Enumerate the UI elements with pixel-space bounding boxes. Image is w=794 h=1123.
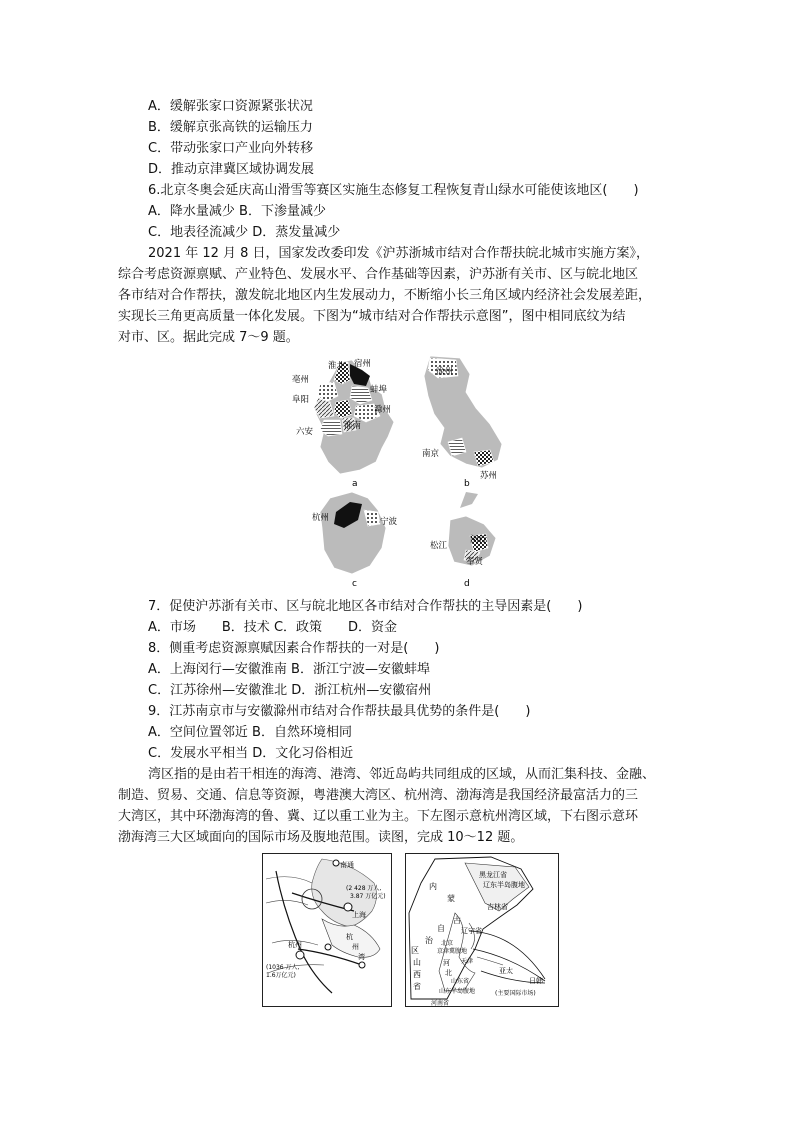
q7-options: A．市场 B．技术 C．政策 D．资金: [148, 620, 398, 635]
passage2-line-4: 渤海湾三大区域面向的国际市场及腹地范围。读图，完成 10～12 题。: [118, 830, 524, 845]
q7-stem: 7．促使沪苏浙有关市、区与皖北地区各市结对合作帮扶的主导因素是( ): [148, 599, 583, 614]
q8-options-ab: A．上海闵行—安徽淮南 B．浙江宁波—安徽蚌埠: [148, 662, 430, 677]
map-a-label-chuzhou: 滁州: [374, 405, 392, 415]
hangzhou-bay-map: [262, 853, 392, 1007]
map-a-label-suzhou: 宿州: [354, 359, 372, 369]
q6-options-cd: C．地表径流减少 D．蒸发量减少: [148, 225, 341, 240]
right-map-label-rihan: 日韩: [529, 977, 543, 985]
q8-options-cd: C．江苏徐州—安徽淮北 D．浙江杭州—安徽宿州: [148, 683, 432, 698]
q9-stem: 9．江苏南京市与安徽滁州市结对合作帮扶最具优势的条件是( ): [148, 704, 531, 719]
right-map-label-jingjinji: 京津冀腹地: [437, 948, 468, 955]
right-map-label-jilin: 吉林省: [487, 903, 508, 911]
right-map-label-tianjin: 天津: [461, 958, 474, 965]
map-a-label-huaibei: 淮北: [328, 361, 346, 371]
right-map-label-meng: 蒙: [447, 894, 455, 903]
map-d-label-fengxian: 奉贤: [466, 557, 484, 567]
left-map-hangzhou-stat-2: 1.6万亿元): [266, 972, 296, 979]
left-map-label-hangzhou: 杭州: [288, 941, 302, 949]
q5-option-b: B．缓解京张高铁的运输压力: [148, 120, 313, 135]
map-b-label-nanjing: 南京: [422, 449, 440, 459]
map-a-label-bozhou: 亳州: [292, 375, 310, 385]
map-c-label-hangzhou: 杭州: [312, 513, 330, 523]
map-d-label-minhang: 闵行: [470, 535, 488, 545]
map-a-label-bengbu: 蚌埠: [370, 385, 388, 395]
passage2-line-2: 制造、贸易、交通、信息等资源，粤港澳大湾区、杭州湾、渤海湾是我国经济最富活力的三: [118, 788, 639, 803]
map-b-label-xuzhou: 徐州: [436, 367, 454, 377]
map-b-label-suzhou: 苏州: [480, 471, 498, 481]
left-map-label-bay-hang: 杭: [346, 933, 353, 941]
right-map-label-shandong: 山东省: [451, 978, 470, 985]
map-c-label-ningbo: 宁波: [380, 517, 398, 527]
map-a-label-fuyang: 阜阳: [292, 395, 310, 405]
q5-option-d: D．推动京津冀区域协调发展: [148, 162, 315, 177]
q8-stem: 8．侧重考虑资源禀赋因素合作帮扶的一对是( ): [148, 641, 440, 656]
right-map-label-beijing: 北京: [441, 940, 454, 947]
passage1-line-2: 综合考虑资源禀赋、产业特色、发展水平、合作基础等因素，沪苏浙有关市、区与皖北地区: [118, 267, 639, 282]
map-d-label-songjiang: 松江: [430, 541, 448, 551]
right-map-label-he: 河: [443, 959, 450, 967]
passage1-line-3: 各市结对合作帮扶，激发皖北地区内生发展动力，不断缩小长三角区域内经济社会发展差距，: [118, 288, 652, 303]
right-map-label-qu: 区: [411, 946, 419, 955]
passage1-line-5: 对市、区。据此完成 7～9 题。: [118, 330, 299, 345]
right-map-label-liaoning: 辽宁省: [461, 927, 482, 935]
passage1-line-4: 实现长三角更高质量一体化发展。下图为“城市结对合作帮扶示意图”，图中相同底纹为结: [118, 309, 626, 324]
q5-option-c: C．带动张家口产业向外转移: [148, 141, 314, 156]
right-map-label-heilongjiang: 黑龙江省: [479, 871, 507, 879]
left-map-hangzhou-stat-1: (1036 万人,: [266, 964, 300, 971]
q9-options-ab: A．空间位置邻近 B．自然环境相同: [148, 725, 352, 740]
q6-stem: 6.北京冬奥会延庆高山滑雪等赛区实施生态修复工程恢复青山绿水可能使该地区( ): [148, 183, 639, 198]
q5-option-a: A．缓解张家口资源紧张状况: [148, 99, 313, 114]
right-map-label-zhi: 治: [425, 936, 433, 945]
map-c: [312, 492, 398, 589]
map-c-caption: c: [352, 579, 357, 589]
left-map-label-nantong: 南通: [340, 861, 354, 869]
right-map-label-gu: 古: [453, 916, 461, 925]
right-map-label-henan: 河南省: [431, 1000, 450, 1007]
map-a: [292, 358, 394, 489]
right-map-label-sheng: 省: [413, 982, 421, 991]
q6-options-ab: A．降水量减少 B．下渗量减少: [148, 204, 326, 219]
left-map-label-bay-wan: 湾: [358, 953, 365, 961]
q9-options-cd: C．发展水平相当 D．文化习俗相近: [148, 746, 354, 761]
right-map-label-zi: 自: [437, 924, 445, 933]
right-map-label-bei: 北: [445, 969, 452, 977]
left-map-shanghai-stat-2: 3.87 万亿元): [350, 893, 386, 900]
right-map-label-yatai: 亚太: [499, 967, 513, 975]
map-d: [430, 492, 496, 589]
right-map-label-liaodong: 辽东半岛腹地: [483, 881, 525, 889]
passage2-line-3: 大湾区，其中环渤海湾的鲁、冀、辽以重工业为主。下左图示意杭州湾区域，下右图示意环: [118, 809, 639, 824]
right-map-label-shan: 山: [413, 958, 421, 967]
bohai-bay-map: [405, 853, 559, 1007]
map-b-caption: b: [464, 479, 470, 489]
city-pairing-figure: [290, 352, 520, 590]
left-map-label-bay-zhou: 州: [352, 943, 359, 951]
map-d-caption: d: [464, 579, 470, 589]
left-map-shanghai-stat-1: (2 428 万人,: [346, 885, 382, 892]
passage1-line-1: 2021 年 12 月 8 日，国家发改委印发《沪苏浙城市结对合作帮扶皖北城市实施方案》，: [148, 246, 650, 261]
map-b: [422, 356, 502, 489]
right-map-label-shandong-hinterland: 山东半岛腹地: [439, 988, 476, 995]
map-a-label-luan: 六安: [296, 427, 314, 437]
passage2-line-1: 湾区指的是由若干相连的海湾、港湾、邻近岛屿共同组成的区域，从而汇集科技、金融、: [148, 767, 656, 782]
right-map-label-nei: 内: [429, 882, 437, 891]
right-map-label-xi: 西: [413, 970, 421, 979]
map-a-caption: a: [352, 479, 358, 489]
left-map-label-shanghai: 上海: [352, 911, 366, 919]
right-map-label-market: (主要国际市场): [495, 990, 536, 997]
map-a-label-huainan: 淮南: [344, 421, 362, 431]
